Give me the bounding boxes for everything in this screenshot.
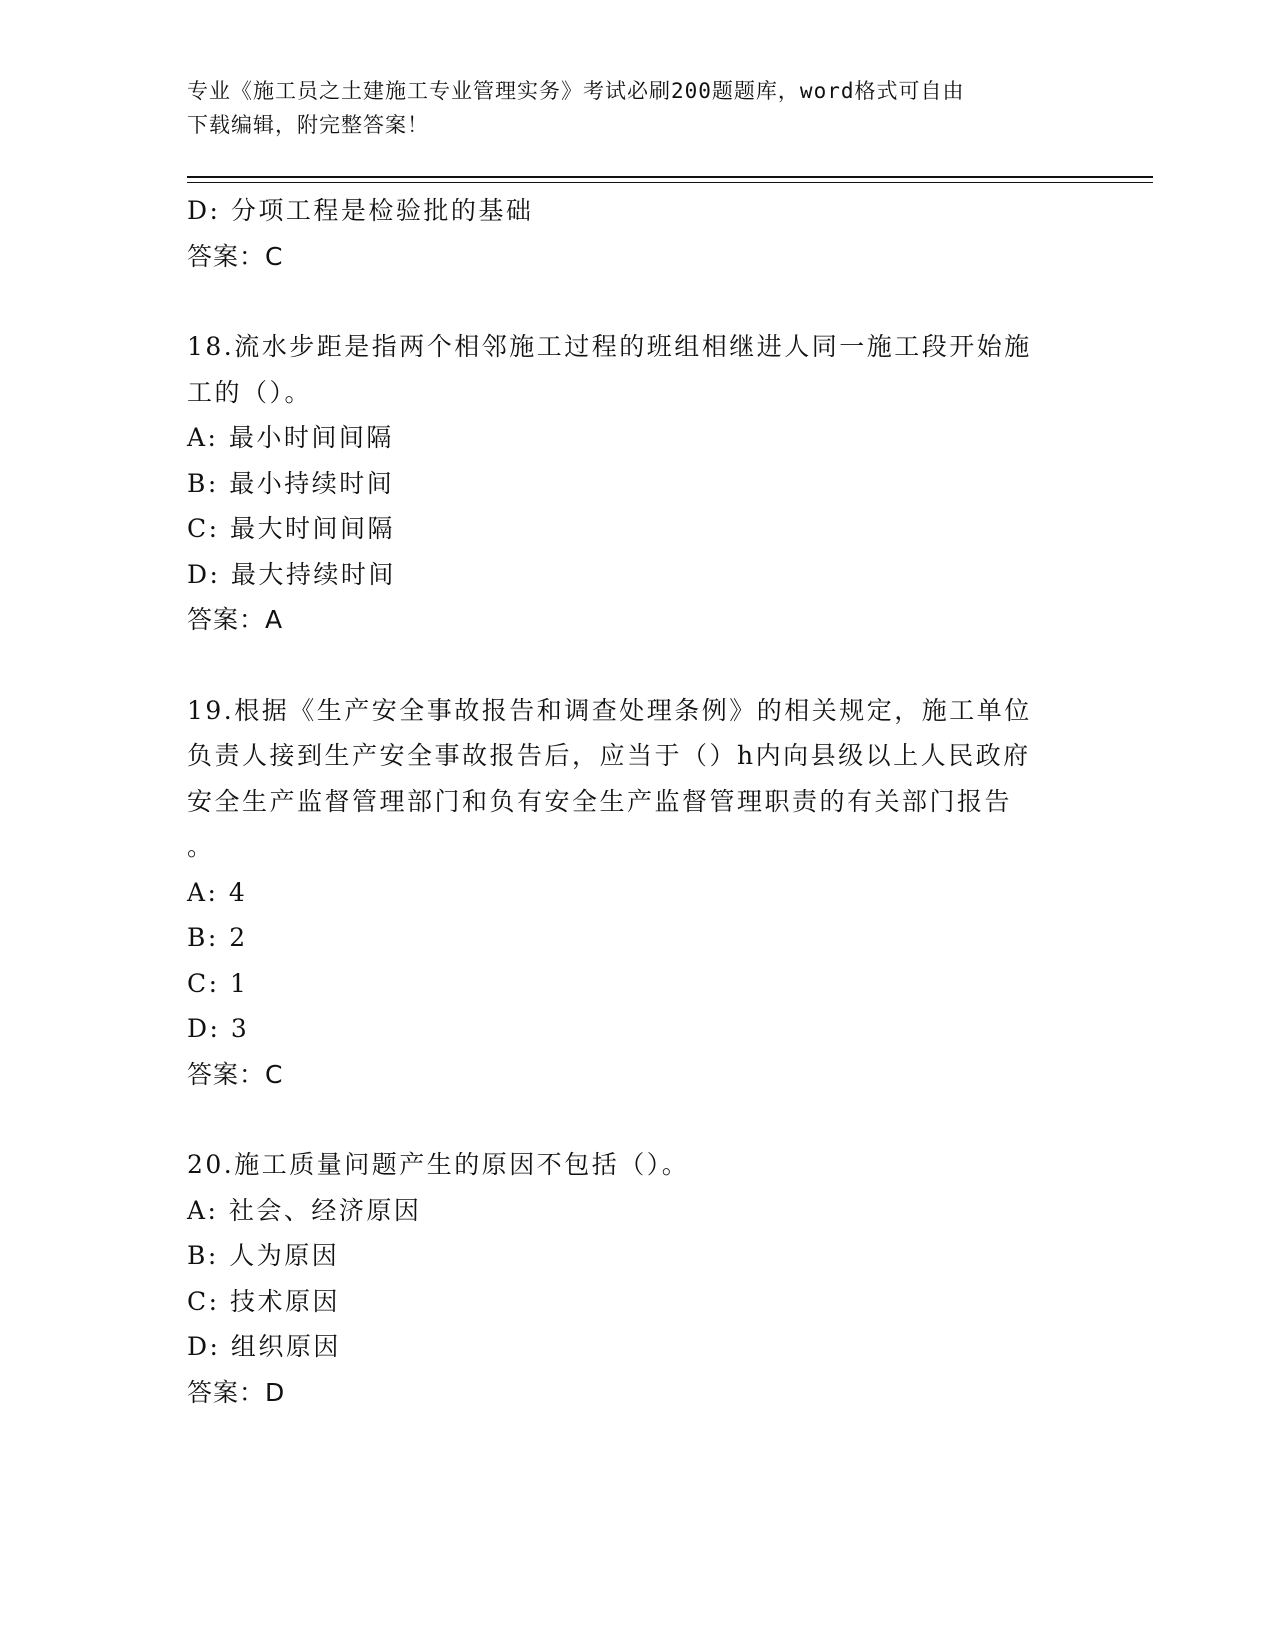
header-divider-thin <box>187 182 1153 183</box>
spacer <box>187 1097 1087 1142</box>
question-18-option-c: C: 最大时间间隔 <box>187 514 395 543</box>
question-19-line-4: 。 <box>187 832 215 861</box>
question-20-answer: 答案：D <box>187 1377 286 1407</box>
question-18-line-1: 18.流水步距是指两个相邻施工过程的班组相继进人同一施工段开始施 <box>187 332 1032 361</box>
question-19-option-d: D: 3 <box>187 1014 250 1043</box>
question-20-option-c: C: 技术原因 <box>187 1286 340 1316</box>
carryover-option-d: D: 分项工程是检验批的基础 <box>187 196 534 225</box>
header-line-1: 专业《施工员之土建施工专业管理实务》考试必刷200题题库，word格式可自由 <box>187 79 965 103</box>
question-20-option-d: D: 组织原因 <box>187 1332 341 1361</box>
question-19-answer: 答案：C <box>187 1059 284 1089</box>
question-18-answer: 答案：A <box>187 605 284 634</box>
question-18-option-d: D: 最大持续时间 <box>187 559 396 589</box>
header-line-2: 下载编辑，附完整答案！ <box>187 113 429 137</box>
question-19-option-a: A: 4 <box>187 877 248 907</box>
spacer <box>187 279 1087 324</box>
question-19-option-c: C: 1 <box>187 968 249 998</box>
question-20 <box>187 1142 1087 1415</box>
question-19-line-2: 负责人接到生产安全事故报告后，应当于（）h内向县级以上人民政府 <box>187 741 1031 770</box>
document-header <box>187 74 1067 142</box>
question-19-option-b: B: 2 <box>187 923 248 952</box>
question-18-option-b: B: 最小持续时间 <box>187 468 395 498</box>
question-content <box>187 188 1087 1415</box>
spacer <box>187 643 1087 688</box>
question-20-option-a: A: 社会、经济原因 <box>187 1195 422 1225</box>
question-19-line-3: 安全生产监督管理部门和负有安全生产监督管理职责的有关部门报告 <box>187 786 1013 816</box>
question-18 <box>187 324 1087 643</box>
question-18-line-2: 工的（）。 <box>187 377 313 407</box>
question-19-line-1: 19.根据《生产安全事故报告和调查处理条例》的相关规定，施工单位 <box>187 695 1032 725</box>
carryover-answer: 答案：C <box>187 241 284 271</box>
question-20-option-b: B: 人为原因 <box>187 1241 340 1270</box>
question-18-option-a: A: 最小时间间隔 <box>187 423 394 452</box>
header-divider-thick <box>187 176 1153 178</box>
question-19 <box>187 688 1087 1098</box>
question-20-line-1: 20.施工质量问题产生的原因不包括（）。 <box>187 1150 690 1179</box>
